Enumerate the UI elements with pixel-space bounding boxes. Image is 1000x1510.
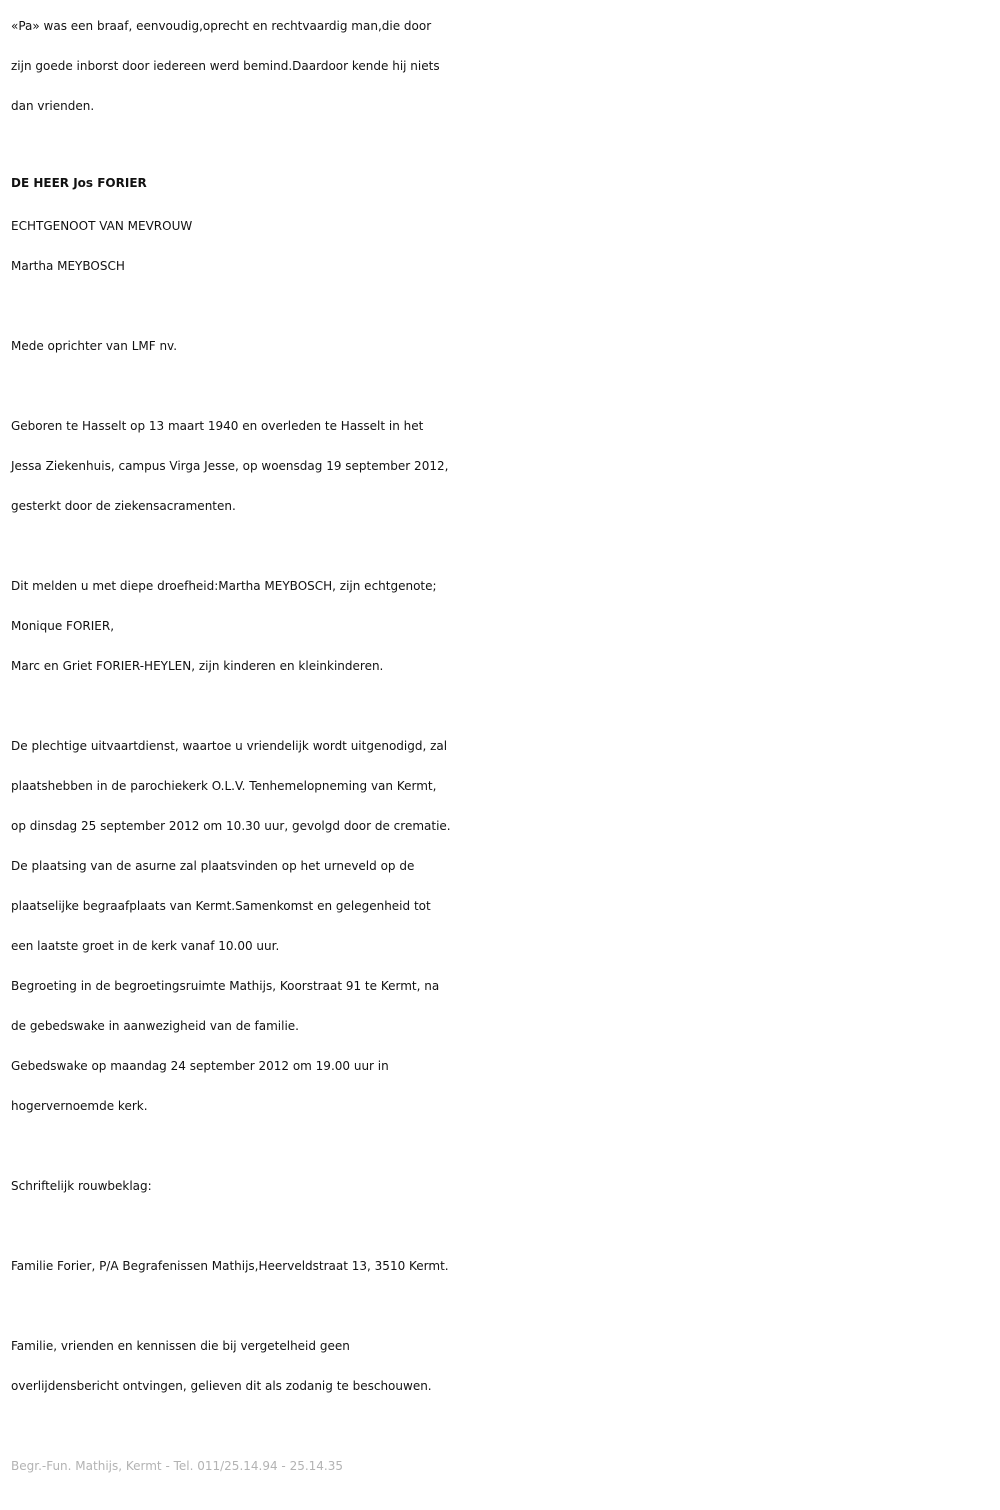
condolence-label-paragraph [11, 1166, 1000, 1206]
cofounder-paragraph [11, 326, 1000, 366]
announcement-paragraph [11, 566, 1000, 686]
spouse-name: Martha MEYBOSCH [11, 259, 125, 273]
closing-paragraph [11, 1326, 1000, 1406]
condolence-label: Schriftelijk rouwbeklag: [11, 1179, 152, 1193]
birth-death-line: gesterkt door de ziekensacramenten. [11, 499, 236, 513]
announcement-line: Monique FORIER, [11, 619, 115, 633]
ceremony-line: de gebedswake in aanwezigheid van de familie. [11, 1019, 299, 1033]
intro-line: «Pa» was een braaf, eenvoudig,oprecht en rechtvaardig man,die door [11, 19, 432, 33]
ceremony-line: Begroeting in de begroetingsruimte Mathijs, Koorstraat 91 te Kermt, na [11, 979, 440, 993]
ceremony-line: plaatshebben in de parochiekerk O.L.V. Tenhemelopneming van Kermt, [11, 779, 437, 793]
cofounder-line: Mede oprichter van LMF nv. [11, 339, 178, 353]
birth-death-line: Geboren te Hasselt op 13 maart 1940 en overleden te Hasselt in het [11, 419, 424, 433]
closing-line: overlijdensbericht ontvingen, gelieven dit als zodanig te beschouwen. [11, 1379, 432, 1393]
ceremony-line: De plechtige uitvaartdienst, waartoe u vriendelijk wordt uitgenodigd, zal [11, 739, 448, 753]
relation-line: ECHTGENOOT VAN MEVROUW [11, 219, 193, 233]
intro-line: dan vrienden. [11, 99, 95, 113]
birth-death-paragraph [11, 406, 1000, 526]
intro-line: zijn goede inborst door iedereen werd bemind.Daardoor kende hij niets [11, 59, 440, 73]
ceremony-line: hogervernoemde kerk. [11, 1099, 148, 1113]
deceased-block [11, 160, 1000, 286]
ceremony-line: een laatste groet in de kerk vanaf 10.00 uur. [11, 939, 280, 953]
deceased-name: DE HEER Jos FORIER [11, 176, 147, 190]
intro-paragraph [11, 6, 1000, 126]
ceremony-line: Gebedswake op maandag 24 september 2012 om 19.00 uur in [11, 1059, 389, 1073]
ceremony-line: De plaatsing van de asurne zal plaatsvinden op het urneveld op de [11, 859, 415, 873]
condolence-address: Familie Forier, P/A Begrafenissen Mathijs,Heerveldstraat 13, 3510 Kermt. [11, 1259, 449, 1273]
ceremony-line: plaatselijke begraafplaats van Kermt.Samenkomst en gelegenheid tot [11, 899, 431, 913]
condolence-address-paragraph [11, 1246, 1000, 1286]
ceremony-line: op dinsdag 25 september 2012 om 10.30 uur, gevolgd door de crematie. [11, 819, 451, 833]
birth-death-line: Jessa Ziekenhuis, campus Virga Jesse, op woensdag 19 september 2012, [11, 459, 449, 473]
closing-line: Familie, vrienden en kennissen die bij vergetelheid geen [11, 1339, 350, 1353]
funeral-home-footer: Begr.-Fun. Mathijs, Kermt - Tel. 011/25.14.94 - 25.14.35 [11, 1459, 344, 1473]
announcement-line: Dit melden u met diepe droefheid:Martha MEYBOSCH, zijn echtgenote; [11, 579, 437, 593]
announcement-line: Marc en Griet FORIER-HEYLEN, zijn kinderen en kleinkinderen. [11, 659, 384, 673]
ceremony-paragraph [11, 726, 1000, 1126]
